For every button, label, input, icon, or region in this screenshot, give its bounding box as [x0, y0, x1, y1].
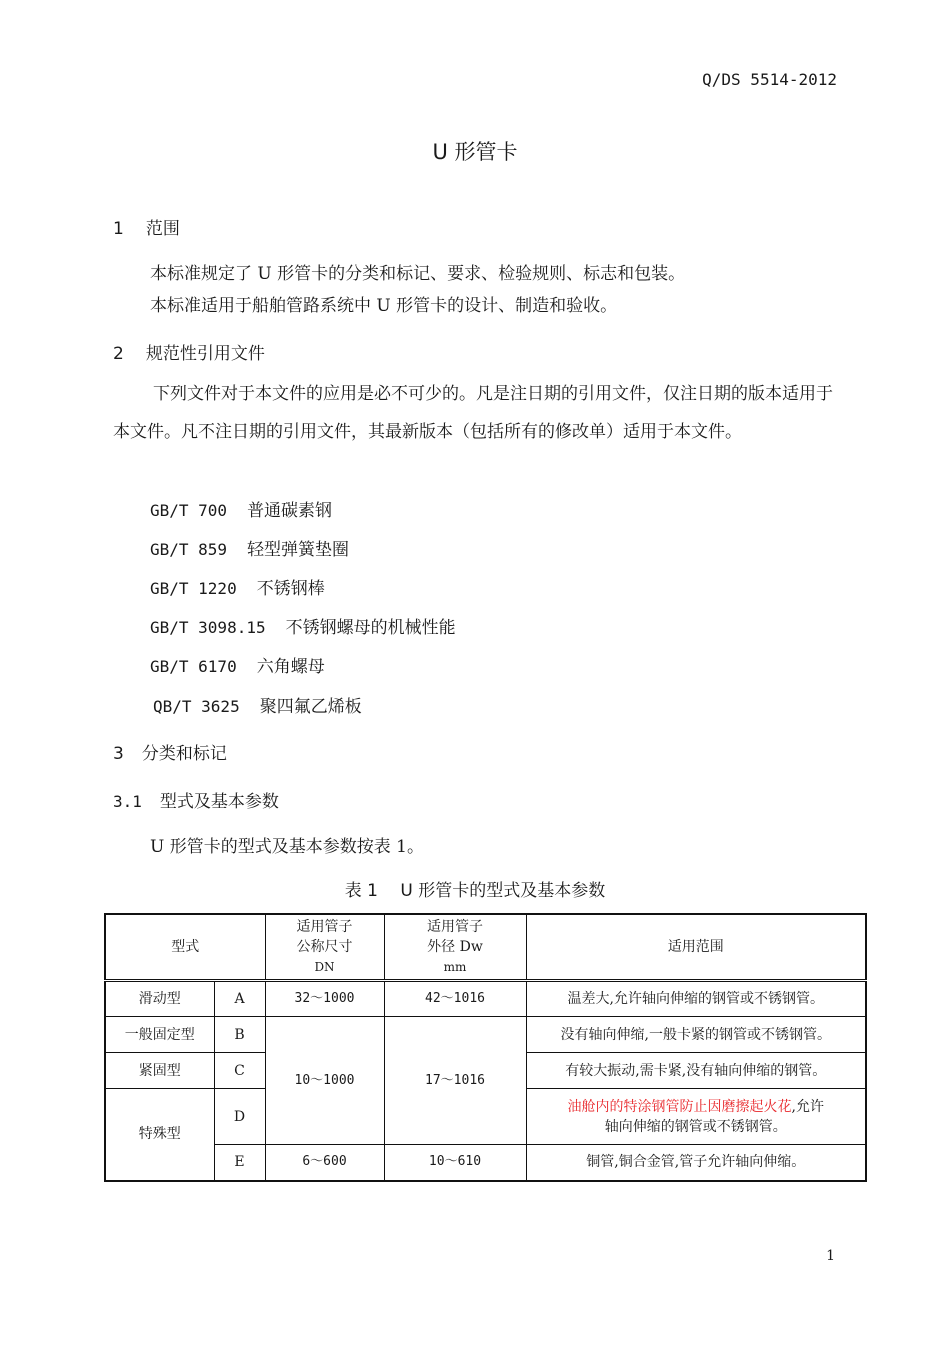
nominal-size-cell: 32～1000: [265, 981, 384, 1017]
section-2-heading: [113, 339, 265, 364]
header-nominal-size: [265, 914, 384, 981]
scope-cell: 温差大,允许轴向伸缩的钢管或不锈钢管。: [526, 981, 866, 1017]
section-number: 1: [113, 219, 124, 239]
reference-item: [150, 574, 325, 599]
reference-item: [150, 496, 332, 521]
header-line: 适用管子: [296, 919, 353, 935]
section-number: 3: [113, 744, 124, 764]
table-row: [105, 1017, 866, 1053]
header-line: 适用管子: [427, 919, 483, 935]
type-code-cell: A: [214, 981, 265, 1017]
table-header-row: [105, 914, 866, 981]
type-name-cell: 一般固定型: [105, 1017, 214, 1053]
reference-name: 普通碳素钢: [247, 501, 333, 521]
header-unit: DN: [314, 960, 335, 974]
section-1-paragraph-1: 本标准规定了 U 形管卡的分类和标记、要求、检验规则、标志和包装。: [150, 264, 686, 284]
nominal-size-cell: 10～1000: [265, 1017, 384, 1145]
section-title: 范围: [145, 219, 180, 239]
section-title: 分类和标记: [141, 744, 227, 764]
nominal-size-cell: 6～600: [265, 1145, 384, 1181]
table-row: [105, 981, 866, 1017]
type-name-cell: 特殊型: [105, 1089, 214, 1181]
header-line: 公称尺寸: [296, 939, 353, 955]
section-2-paragraph: 下列文件对于本文件的应用是必不可少的。凡是注日期的引用文件，仅注日期的版本适用于本文件。凡不注日期的引用文件，其最新版本（包括所有的修改单）适用于本文件。: [113, 384, 833, 442]
type-code-cell: C: [214, 1053, 265, 1089]
scope-cell: 有较大振动,需卡紧,没有轴向伸缩的钢管。: [526, 1053, 866, 1089]
header-scope: 适用范围: [526, 914, 866, 981]
type-code-cell: D: [214, 1089, 265, 1145]
reference-name: 聚四氟乙烯板: [259, 697, 362, 717]
reference-item: [150, 652, 325, 677]
reference-item: [150, 613, 456, 638]
header-line: 外径 Dw: [427, 939, 483, 955]
section-1-paragraph-2: 本标准适用于船舶管路系统中 U 形管卡的设计、制造和验收。: [150, 296, 618, 316]
table-caption: 表 1 U 形管卡的型式及基本参数: [344, 881, 606, 901]
section-3-1-heading: [113, 787, 279, 812]
scope-cell: 没有轴向伸缩,一般卡紧的钢管或不锈钢管。: [526, 1017, 866, 1053]
scope-text: 轴向伸缩的钢管或不锈钢管。: [604, 1118, 787, 1135]
header-unit: mm: [443, 960, 467, 974]
document-id: Q/DS 5514-2012: [702, 70, 837, 89]
reference-code: GB/T 6170: [150, 657, 237, 676]
table-row: [105, 1145, 866, 1181]
reference-item: [153, 692, 362, 717]
section-number: 2: [113, 344, 124, 364]
section-title: 型式及基本参数: [159, 792, 279, 812]
scope-highlight: 油舱内的特涂钢管防止因磨擦起火花: [567, 1098, 792, 1115]
reference-code: GB/T 859: [150, 540, 228, 559]
type-name-cell: 滑动型: [105, 981, 214, 1017]
reference-name: 不锈钢螺母的机械性能: [285, 618, 456, 638]
header-type: 型式: [105, 914, 265, 981]
outer-diameter-cell: 42～1016: [384, 981, 526, 1017]
reference-item: [150, 535, 349, 560]
scope-text: ,允许: [791, 1098, 824, 1115]
section-3-1-paragraph: U 形管卡的型式及基本参数按表 1。: [150, 837, 424, 857]
reference-name: 不锈钢棒: [256, 579, 325, 599]
reference-code: QB/T 3625: [153, 697, 240, 716]
section-number: 3.1: [113, 792, 142, 811]
parameters-table: [104, 913, 867, 1182]
outer-diameter-cell: 10～610: [384, 1145, 526, 1181]
header-outer-diameter: [384, 914, 526, 981]
reference-code: GB/T 3098.15: [150, 618, 266, 637]
scope-cell: [526, 1089, 866, 1145]
reference-name: 六角螺母: [256, 657, 325, 677]
scope-cell: 铜管,铜合金管,管子允许轴向伸缩。: [526, 1145, 866, 1181]
type-code-cell: B: [214, 1017, 265, 1053]
section-3-heading: [113, 739, 227, 764]
page-number: 1: [826, 1248, 835, 1264]
reference-code: GB/T 700: [150, 501, 228, 520]
type-name-cell: 紧固型: [105, 1053, 214, 1089]
section-1-heading: [113, 214, 180, 239]
type-code-cell: E: [214, 1145, 265, 1181]
page-title: U 形管卡: [432, 140, 518, 164]
section-title: 规范性引用文件: [145, 344, 265, 364]
outer-diameter-cell: 17～1016: [384, 1017, 526, 1145]
reference-code: GB/T 1220: [150, 579, 237, 598]
reference-name: 轻型弹簧垫圈: [247, 540, 350, 560]
